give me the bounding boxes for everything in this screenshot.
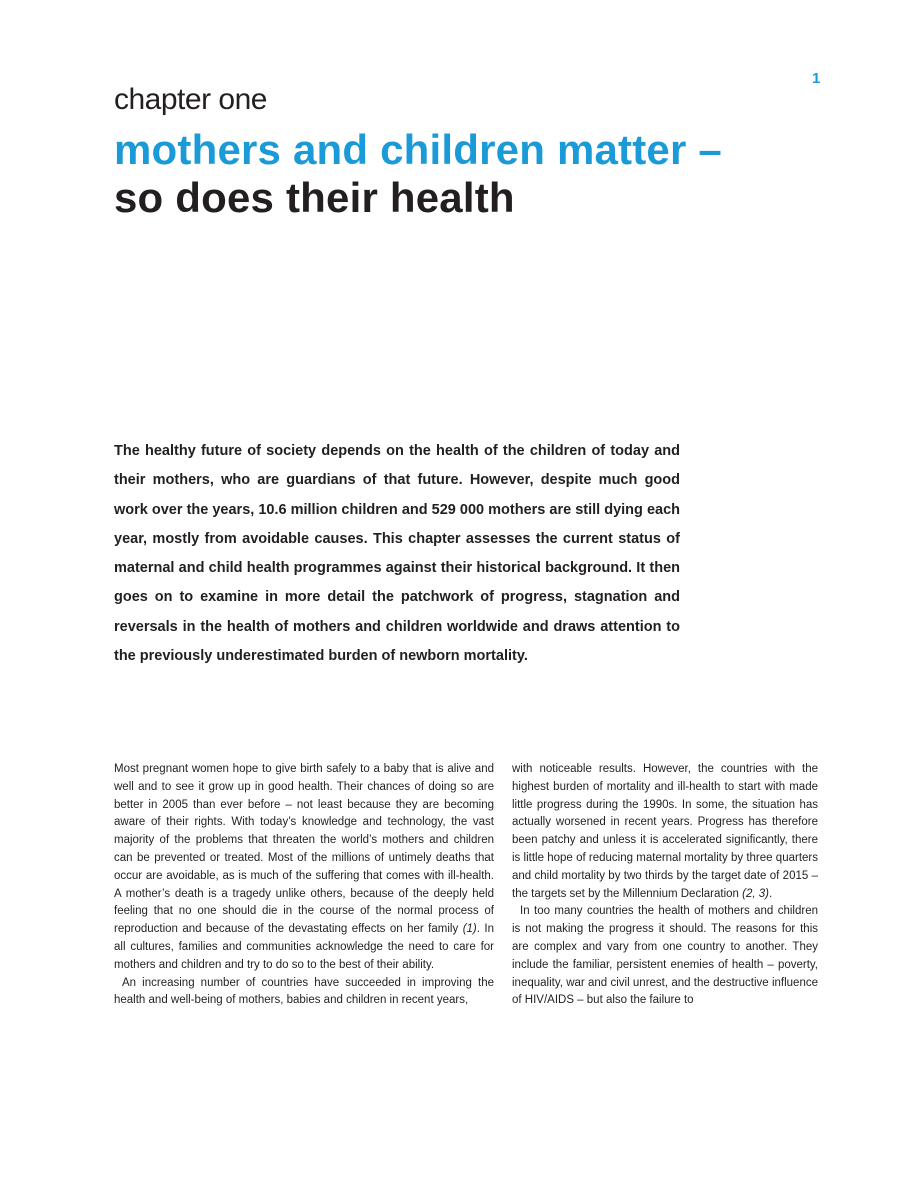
citation: (2, 3) bbox=[742, 887, 769, 900]
left-paragraph-2: An increasing number of countries have succeeded in improving the health and well-being of mothers, babies and children in recent years, bbox=[114, 976, 494, 1007]
chapter-abstract: The healthy future of society depends on the health of the children of today and their mothers, who are guardians of that future. However, despite much good work over the years, 10.6 million children and 529 000 mothers are still dying each year, mostly from avoidable causes. This chapter assesses the current status of maternal and child health programmes against their historical background. It then goes on to examine in more detail the patchwork of progress, stagnation and reversals in the health of mothers and children worldwide and draws attention to the previously underestimated burden of newborn mortality. bbox=[114, 443, 680, 665]
left-column bbox=[114, 761, 494, 1010]
chapter-title-line-1: mothers and children matter – bbox=[114, 126, 722, 173]
body-text-columns bbox=[114, 761, 818, 1010]
left-paragraph-1-text: Most pregnant women hope to give birth safely to a baby that is alive and well and to see it grow up in good health. Their chances of doing so are better in 2005 than ever before – not least because they are becoming aware of their rights. With today’s knowledge and technology, the vast majority of the problems that threaten the world’s mothers and children can be prevented or treated. Most of the millions of untimely deaths that occur are avoidable, as is much of the suffering that comes with ill-health. A mother’s death is a tragedy unlike others, because of the deeply held feeling that no one should die in the course of the normal process of reproduction and because of the devastating effects on her family bbox=[114, 763, 494, 936]
right-paragraph-2: In too many countries the health of mothers and children is not making the progress it should. The reasons for this are complex and vary from one country to another. They include the familiar, persistent enemies of health – poverty, inequality, war and civil unrest, and the destructive influence of HIV/AIDS – but also the failure to bbox=[512, 905, 818, 1007]
chapter-title-line-2: so does their health bbox=[114, 174, 515, 221]
right-paragraph-1 bbox=[512, 761, 818, 903]
page-number: 1 bbox=[812, 70, 821, 87]
right-paragraph-1-text-end: . bbox=[768, 887, 773, 900]
left-paragraph-1 bbox=[114, 761, 494, 975]
right-column bbox=[512, 761, 818, 1010]
chapter-label: chapter one bbox=[114, 83, 267, 116]
citation: (1) bbox=[462, 923, 477, 936]
right-paragraph-1-text: with noticeable results. However, the countries with the highest burden of mortality and ill-health to start with made little progress during the 1990s. In some, the situation has actually worsened in recent years. Progress has therefore been patchy and unless it is accelerated significantly, there is little hope of reducing maternal mortality by three quarters and child mortality by two thirds by the target date of 2015 – the targets set by the Millennium Declaration bbox=[512, 763, 818, 900]
left-paragraph-1-text-end: . In all cultures, families and communities acknowledge the need to care for mothers and children and try to do so to the best of their ability. bbox=[114, 923, 494, 971]
